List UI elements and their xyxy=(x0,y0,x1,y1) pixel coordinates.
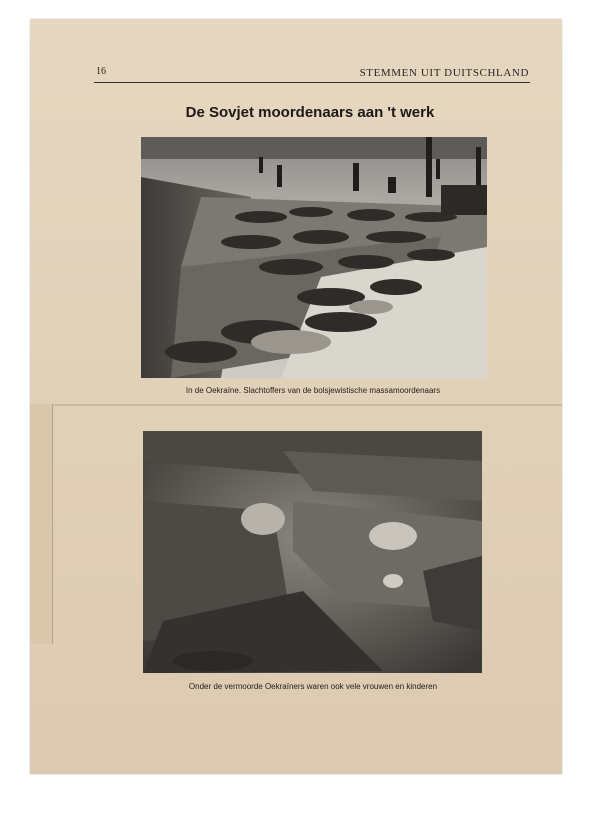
photo-2-caption: Onder de vermoorde Oekraïners waren ook vele vrouwen en kinderen xyxy=(188,682,438,691)
photo-field-of-bodies xyxy=(141,137,487,378)
running-header: STEMMEN UIT DUITSCHLAND xyxy=(359,67,529,79)
photo-victims-closeup-image xyxy=(143,431,482,673)
page-number: 16 xyxy=(96,66,106,77)
header-rule xyxy=(94,82,530,83)
photo-1-caption: In de Oekraïne. Slachtoffers van de bolsjewistische massamoordenaars xyxy=(185,386,441,395)
torn-paper-flap xyxy=(30,404,53,644)
photo-field-of-bodies-image xyxy=(141,137,487,378)
page-headline: De Sovjet moordenaars aan 't werk xyxy=(185,104,435,121)
page-fold-line xyxy=(30,404,562,406)
photo-victims-closeup xyxy=(143,431,482,673)
